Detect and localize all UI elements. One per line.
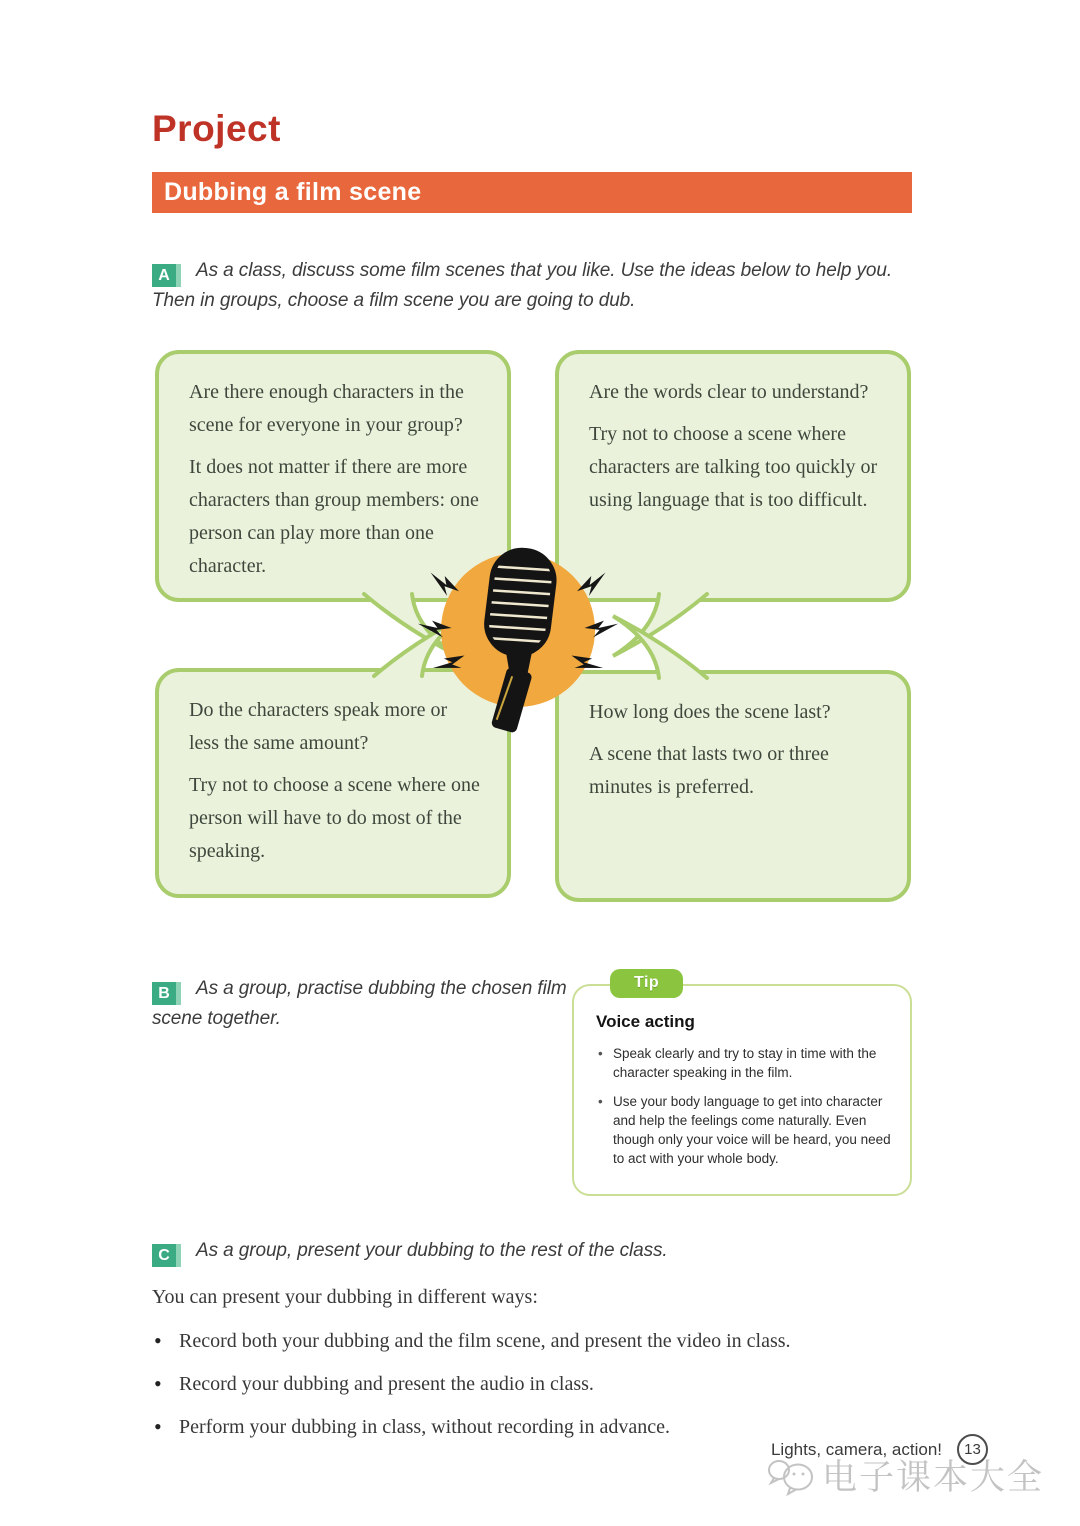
watermark: [766, 1450, 1044, 1500]
bubble-question: Are there enough characters in the scene for everyone in your group?: [189, 381, 464, 436]
list-item: • Perform your dubbing in class, without recording in advance.: [152, 1415, 947, 1440]
section-b-label: B: [152, 982, 181, 1005]
list-item: • Record both your dubbing and the film scene, and present the video in class.: [152, 1329, 947, 1354]
tip-box: [572, 974, 912, 1196]
bubble-advice: A scene that lasts two or three minutes is preferred.: [589, 743, 829, 798]
bubble-question: Are the words clear to understand?: [589, 381, 869, 403]
section-a-label: A: [152, 264, 181, 287]
page-title: Project: [152, 108, 281, 149]
presentation-options-list: [152, 1329, 947, 1440]
section-c-intro: You can present your dubbing in different ways:: [152, 1286, 538, 1308]
tip-item: • Use your body language to get into character and help the feelings come naturally. Even though only your voice will be heard, you need to act with your whole body.: [596, 1092, 892, 1168]
section-banner: [152, 172, 912, 213]
chat-bubbles-logo-icon: [766, 1453, 818, 1497]
section-a-text: As a class, discuss some film scenes that you like. Use the ideas below to help you. Then in groups, choose a film scene you are going to dub.: [152, 260, 892, 311]
bubble-question: How long does the scene last?: [589, 701, 831, 723]
section-a: [152, 257, 930, 315]
bubble-question: Do the characters speak more or less the same amount?: [189, 699, 448, 754]
footer-tagline: Lights, camera, action!: [770, 1439, 942, 1459]
section-c-instruction: [152, 1237, 947, 1267]
discussion-bubbles-area: [0, 348, 1080, 923]
tip-title: Voice acting: [596, 1012, 695, 1031]
section-c-label: C: [152, 1244, 181, 1267]
section-c-text: As a group, present your dubbing to the rest of the class.: [196, 1240, 668, 1261]
section-banner-label: Dubbing a film scene: [164, 178, 422, 206]
list-item: • Record your dubbing and present the audio in class.: [152, 1372, 947, 1397]
section-b-text: As a group, practise dubbing the chosen film scene together.: [152, 978, 567, 1029]
tip-item: • Speak clearly and try to stay in time with the character speaking in the film.: [596, 1044, 892, 1082]
bubble-advice: Try not to choose a scene where one person will have to do most of the speaking.: [189, 774, 480, 862]
bubble-advice: Try not to choose a scene where characters are talking too quickly or using language that is too difficult.: [589, 423, 878, 511]
section-c: [152, 1218, 947, 1458]
tip-tab: Tip: [610, 969, 683, 998]
section-b: [152, 975, 600, 1033]
watermark-text: 电子课本大全: [821, 1458, 1044, 1498]
tip-list: [596, 1044, 892, 1168]
microphone-icon: [406, 538, 630, 750]
page-number: 13: [957, 1434, 988, 1465]
bubble-advice: It does not matter if there are more characters than group members: one person can play more than one character.: [189, 456, 479, 577]
